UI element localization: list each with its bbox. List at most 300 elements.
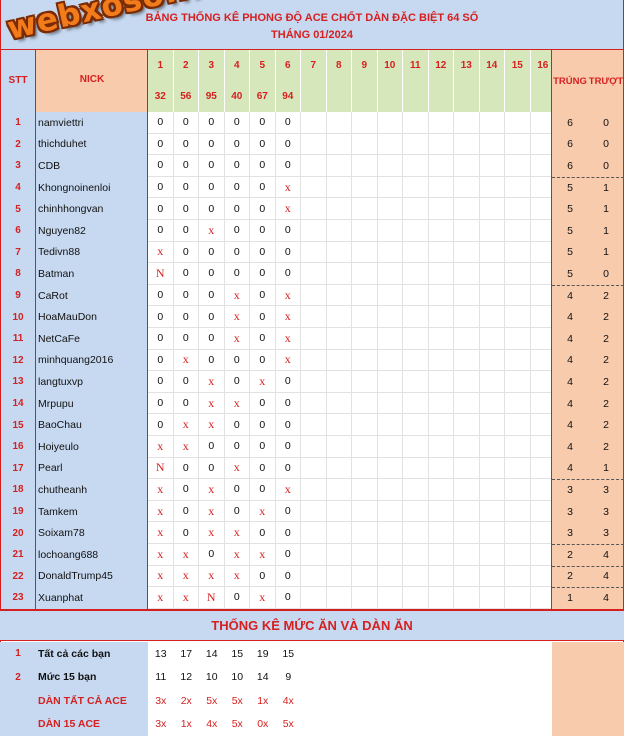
row-empty-day-9 — [352, 458, 378, 480]
row-empty-day-14 — [480, 285, 506, 307]
row-value-day-6: 0 — [276, 501, 302, 523]
row-nick: CDB — [36, 155, 148, 177]
row-empty-day-11 — [403, 306, 429, 328]
row-value-day-1: x — [148, 501, 174, 523]
row-stt: 20 — [0, 522, 36, 544]
row-empty-day-11 — [403, 198, 429, 220]
row-empty-day-10 — [378, 436, 404, 458]
row-value-day-2: x — [174, 350, 200, 372]
row-empty-day-7 — [301, 479, 327, 501]
row-nick: Nguyen82 — [36, 220, 148, 242]
row-value-day-1: x — [148, 544, 174, 566]
row-empty-day-14 — [480, 458, 506, 480]
row-empty-day-8 — [327, 285, 353, 307]
row-empty-day-15 — [505, 587, 531, 609]
row-value-day-2: 0 — [174, 285, 200, 307]
row-empty-day-8 — [327, 112, 353, 134]
row-empty-day-15 — [505, 177, 531, 199]
row-value-day-3: x — [199, 522, 225, 544]
row-value-day-4: 0 — [225, 155, 251, 177]
row-empty-day-13 — [454, 155, 480, 177]
row-empty-day-8 — [327, 522, 353, 544]
row-empty-day-11 — [403, 414, 429, 436]
row-value-day-5: 0 — [250, 220, 276, 242]
header-result-1: 32 — [148, 81, 174, 112]
row-value-day-3: 0 — [199, 306, 225, 328]
row-empty-day-7 — [301, 112, 327, 134]
row-empty-day-7 — [301, 155, 327, 177]
row-value-day-6: 0 — [276, 155, 302, 177]
row-value-day-5: 0 — [250, 177, 276, 199]
row-empty-day-10 — [378, 522, 404, 544]
row-trung: 3 — [552, 522, 588, 544]
stats-label: DÀN 15 ACE — [36, 712, 148, 736]
row-empty-day-10 — [378, 242, 404, 264]
row-value-day-2: 0 — [174, 198, 200, 220]
row-value-day-2: 0 — [174, 393, 200, 415]
row-value-day-6: 0 — [276, 458, 302, 480]
stats-empty-day-8 — [327, 642, 353, 666]
days-end-divider — [551, 50, 552, 609]
row-value-day-3: 0 — [199, 134, 225, 156]
row-empty-day-7 — [301, 285, 327, 307]
row-empty-day-8 — [327, 371, 353, 393]
row-empty-day-10 — [378, 285, 404, 307]
stats-title: THỐNG KÊ MỨC ĂN VÀ DÀN ĂN — [0, 611, 624, 641]
row-stt: 18 — [0, 479, 36, 501]
row-value-day-1: x — [148, 566, 174, 588]
stats-value-day-3: 4x — [199, 712, 225, 736]
row-value-day-3: x — [199, 501, 225, 523]
row-empty-day-15 — [505, 306, 531, 328]
row-trung: 2 — [552, 566, 588, 588]
row-value-day-2: 0 — [174, 155, 200, 177]
row-value-day-1: 0 — [148, 393, 174, 415]
row-value-day-5: 0 — [250, 479, 276, 501]
stats-empty-day-7 — [301, 642, 327, 666]
row-nick: Batman — [36, 263, 148, 285]
row-value-day-3: 0 — [199, 263, 225, 285]
row-empty-day-7 — [301, 263, 327, 285]
row-value-day-2: x — [174, 436, 200, 458]
row-empty-day-12 — [429, 544, 455, 566]
stats-empty-day-15 — [505, 712, 531, 736]
stats-value-day-4: 15 — [225, 642, 251, 666]
header-result-8 — [327, 81, 353, 112]
stats-value-day-2: 17 — [174, 642, 200, 666]
row-empty-day-11 — [403, 242, 429, 264]
row-stt: 15 — [0, 414, 36, 436]
row-empty-day-9 — [352, 393, 378, 415]
row-trung: 4 — [552, 393, 588, 415]
row-empty-day-11 — [403, 263, 429, 285]
row-value-day-3: 0 — [199, 436, 225, 458]
row-value-day-5: 0 — [250, 566, 276, 588]
title-line-1: BẢNG THỐNG KÊ PHONG ĐỘ ACE CHỐT DÀN ĐẶC BIỆT 64 SỐ — [145, 12, 479, 24]
row-empty-day-9 — [352, 587, 378, 609]
row-truot: 2 — [588, 285, 624, 307]
row-empty-day-8 — [327, 566, 353, 588]
row-trung: 3 — [552, 501, 588, 523]
row-value-day-1: x — [148, 479, 174, 501]
row-stt: 17 — [0, 458, 36, 480]
row-empty-day-8 — [327, 458, 353, 480]
stats-truot-empty — [588, 642, 624, 666]
header-day-8: 8 — [327, 50, 353, 81]
row-trung: 6 — [552, 155, 588, 177]
stats-value-day-4: 5x — [225, 689, 251, 713]
row-empty-day-14 — [480, 220, 506, 242]
row-empty-day-10 — [378, 371, 404, 393]
row-nick: CaRot — [36, 285, 148, 307]
row-value-day-1: x — [148, 242, 174, 264]
row-empty-day-11 — [403, 587, 429, 609]
row-empty-day-15 — [505, 436, 531, 458]
row-truot: 4 — [588, 587, 624, 609]
row-value-day-5: 0 — [250, 393, 276, 415]
row-empty-day-10 — [378, 350, 404, 372]
row-value-day-6: 0 — [276, 436, 302, 458]
row-empty-day-14 — [480, 155, 506, 177]
stats-empty-day-15 — [505, 665, 531, 689]
row-empty-day-12 — [429, 458, 455, 480]
row-trung: 4 — [552, 285, 588, 307]
row-empty-day-15 — [505, 371, 531, 393]
row-empty-day-11 — [403, 393, 429, 415]
row-nick: Hoiyeulo — [36, 436, 148, 458]
stats-value-day-1: 3x — [148, 689, 174, 713]
row-empty-day-13 — [454, 112, 480, 134]
row-value-day-5: 0 — [250, 522, 276, 544]
row-empty-day-15 — [505, 393, 531, 415]
row-value-day-5: 0 — [250, 155, 276, 177]
row-empty-day-7 — [301, 566, 327, 588]
row-value-day-3: x — [199, 479, 225, 501]
row-empty-day-12 — [429, 393, 455, 415]
stats-stt: 1 — [0, 642, 36, 666]
row-value-day-1: 0 — [148, 414, 174, 436]
row-empty-day-10 — [378, 479, 404, 501]
row-value-day-2: 0 — [174, 458, 200, 480]
header-day-13: 13 — [454, 50, 480, 81]
stats-empty-day-11 — [403, 712, 429, 736]
stats-empty-day-14 — [480, 665, 506, 689]
row-empty-day-10 — [378, 198, 404, 220]
row-truot: 2 — [588, 328, 624, 350]
row-empty-day-13 — [454, 479, 480, 501]
row-empty-day-14 — [480, 306, 506, 328]
row-value-day-4: x — [225, 566, 251, 588]
row-value-day-2: 0 — [174, 134, 200, 156]
row-empty-day-8 — [327, 177, 353, 199]
row-value-day-1: 0 — [148, 350, 174, 372]
row-truot: 1 — [588, 177, 624, 199]
row-empty-day-9 — [352, 220, 378, 242]
row-empty-day-8 — [327, 220, 353, 242]
row-value-day-5: 0 — [250, 285, 276, 307]
row-trung: 4 — [552, 458, 588, 480]
row-trung: 3 — [552, 479, 588, 501]
stats-label: DÀN TẤT CẢ ACE — [36, 689, 148, 713]
stats-empty-day-13 — [454, 712, 480, 736]
row-truot: 3 — [588, 479, 624, 501]
row-value-day-2: 0 — [174, 306, 200, 328]
row-empty-day-11 — [403, 522, 429, 544]
row-empty-day-10 — [378, 112, 404, 134]
row-empty-day-12 — [429, 436, 455, 458]
row-empty-day-14 — [480, 134, 506, 156]
row-value-day-2: 0 — [174, 177, 200, 199]
row-value-day-1: 0 — [148, 134, 174, 156]
row-empty-day-14 — [480, 414, 506, 436]
stats-truot-empty — [588, 712, 624, 736]
row-empty-day-14 — [480, 112, 506, 134]
row-nick: Pearl — [36, 458, 148, 480]
row-truot: 2 — [588, 393, 624, 415]
header-day-14: 14 — [480, 50, 506, 81]
row-empty-day-9 — [352, 328, 378, 350]
row-truot: 4 — [588, 566, 624, 588]
row-empty-day-15 — [505, 522, 531, 544]
stats-empty-day-8 — [327, 665, 353, 689]
row-empty-day-15 — [505, 285, 531, 307]
title-line-2: THÁNG 01/2024 — [271, 29, 353, 41]
row-empty-day-9 — [352, 522, 378, 544]
row-value-day-6: x — [276, 198, 302, 220]
row-empty-day-15 — [505, 242, 531, 264]
stats-value-day-2: 2x — [174, 689, 200, 713]
row-empty-day-7 — [301, 587, 327, 609]
row-empty-day-7 — [301, 328, 327, 350]
row-truot: 1 — [588, 198, 624, 220]
row-empty-day-12 — [429, 198, 455, 220]
row-value-day-5: 0 — [250, 112, 276, 134]
row-empty-day-12 — [429, 134, 455, 156]
stats-value-day-4: 10 — [225, 665, 251, 689]
row-value-day-1: 0 — [148, 112, 174, 134]
row-stt: 1 — [0, 112, 36, 134]
row-nick: chinhhongvan — [36, 198, 148, 220]
header-result-6: 94 — [276, 81, 302, 112]
stats-empty-day-13 — [454, 642, 480, 666]
stats-empty-day-9 — [352, 665, 378, 689]
header-result-7 — [301, 81, 327, 112]
stats-empty-day-10 — [378, 712, 404, 736]
header-day-16: 16 — [531, 50, 557, 81]
header-result-2: 56 — [174, 81, 200, 112]
row-empty-day-14 — [480, 587, 506, 609]
row-value-day-2: x — [174, 566, 200, 588]
row-value-day-3: 0 — [199, 155, 225, 177]
row-stt: 12 — [0, 350, 36, 372]
row-empty-day-14 — [480, 371, 506, 393]
row-empty-day-13 — [454, 522, 480, 544]
row-empty-day-9 — [352, 350, 378, 372]
row-empty-day-15 — [505, 458, 531, 480]
header-result-10 — [378, 81, 404, 112]
stats-empty-day-9 — [352, 642, 378, 666]
row-value-day-4: x — [225, 306, 251, 328]
group-separator — [552, 587, 624, 588]
row-empty-day-9 — [352, 501, 378, 523]
row-value-day-4: 0 — [225, 350, 251, 372]
nick-divider — [147, 50, 148, 609]
row-trung: 4 — [552, 328, 588, 350]
row-empty-day-11 — [403, 350, 429, 372]
row-empty-day-8 — [327, 155, 353, 177]
row-value-day-6: 0 — [276, 414, 302, 436]
row-value-day-6: 0 — [276, 263, 302, 285]
row-empty-day-9 — [352, 198, 378, 220]
row-empty-day-9 — [352, 177, 378, 199]
row-empty-day-10 — [378, 544, 404, 566]
stats-value-day-4: 5x — [225, 712, 251, 736]
stats-trung-empty — [552, 689, 588, 713]
row-nick: namviettri — [36, 112, 148, 134]
row-value-day-2: 0 — [174, 501, 200, 523]
row-value-day-5: 0 — [250, 198, 276, 220]
row-empty-day-10 — [378, 220, 404, 242]
stats-empty-day-12 — [429, 665, 455, 689]
row-nick: DonaldTrump45 — [36, 566, 148, 588]
row-empty-day-13 — [454, 587, 480, 609]
row-nick: Mrpupu — [36, 393, 148, 415]
row-value-day-5: 0 — [250, 263, 276, 285]
row-empty-day-8 — [327, 587, 353, 609]
row-value-day-1: 0 — [148, 306, 174, 328]
row-empty-day-13 — [454, 285, 480, 307]
stats-empty-day-7 — [301, 689, 327, 713]
row-value-day-6: 0 — [276, 566, 302, 588]
row-empty-day-12 — [429, 220, 455, 242]
stats-value-day-1: 13 — [148, 642, 174, 666]
row-value-day-6: 0 — [276, 522, 302, 544]
row-value-day-4: 0 — [225, 587, 251, 609]
stats-value-day-6: 9 — [276, 665, 302, 689]
row-stt: 2 — [0, 134, 36, 156]
stats-empty-day-10 — [378, 642, 404, 666]
row-empty-day-8 — [327, 414, 353, 436]
row-empty-day-9 — [352, 371, 378, 393]
row-empty-day-7 — [301, 544, 327, 566]
row-value-day-1: 0 — [148, 220, 174, 242]
row-trung: 1 — [552, 587, 588, 609]
stats-empty-day-14 — [480, 642, 506, 666]
row-empty-day-8 — [327, 393, 353, 415]
row-empty-day-7 — [301, 458, 327, 480]
row-value-day-4: 0 — [225, 371, 251, 393]
row-empty-day-10 — [378, 134, 404, 156]
row-empty-day-8 — [327, 263, 353, 285]
stats-empty-day-12 — [429, 689, 455, 713]
row-stt: 8 — [0, 263, 36, 285]
row-empty-day-12 — [429, 112, 455, 134]
row-value-day-4: x — [225, 522, 251, 544]
row-empty-day-15 — [505, 155, 531, 177]
row-empty-day-10 — [378, 306, 404, 328]
stats-empty-day-7 — [301, 712, 327, 736]
row-truot: 2 — [588, 414, 624, 436]
stats-value-day-1: 11 — [148, 665, 174, 689]
row-empty-day-14 — [480, 501, 506, 523]
row-empty-day-13 — [454, 393, 480, 415]
row-value-day-6: x — [276, 479, 302, 501]
stats-value-day-3: 5x — [199, 689, 225, 713]
row-value-day-3: 0 — [199, 350, 225, 372]
row-value-day-1: 0 — [148, 328, 174, 350]
row-value-day-4: 0 — [225, 242, 251, 264]
row-nick: BaoChau — [36, 414, 148, 436]
row-empty-day-15 — [505, 112, 531, 134]
row-empty-day-13 — [454, 371, 480, 393]
row-stt: 16 — [0, 436, 36, 458]
row-empty-day-11 — [403, 155, 429, 177]
row-value-day-2: 0 — [174, 242, 200, 264]
row-empty-day-8 — [327, 501, 353, 523]
row-trung: 5 — [552, 220, 588, 242]
header-result-12 — [429, 81, 455, 112]
row-empty-day-13 — [454, 566, 480, 588]
row-value-day-6: x — [276, 328, 302, 350]
row-empty-day-11 — [403, 458, 429, 480]
row-empty-day-8 — [327, 134, 353, 156]
row-truot: 4 — [588, 544, 624, 566]
row-empty-day-14 — [480, 242, 506, 264]
row-nick: Tedivn88 — [36, 242, 148, 264]
row-empty-day-7 — [301, 134, 327, 156]
row-value-day-4: 0 — [225, 198, 251, 220]
row-empty-day-15 — [505, 263, 531, 285]
row-value-day-3: x — [199, 414, 225, 436]
row-value-day-2: 0 — [174, 220, 200, 242]
stats-empty-day-8 — [327, 712, 353, 736]
row-stt: 4 — [0, 177, 36, 199]
row-empty-day-12 — [429, 177, 455, 199]
row-value-day-4: 0 — [225, 220, 251, 242]
row-empty-day-11 — [403, 371, 429, 393]
stats-empty-day-14 — [480, 712, 506, 736]
row-value-day-4: 0 — [225, 436, 251, 458]
row-value-day-1: 0 — [148, 155, 174, 177]
row-stt: 19 — [0, 501, 36, 523]
stats-empty-day-11 — [403, 642, 429, 666]
row-trung: 4 — [552, 371, 588, 393]
stats-empty-day-8 — [327, 689, 353, 713]
row-empty-day-7 — [301, 350, 327, 372]
row-value-day-2: 0 — [174, 112, 200, 134]
row-value-day-2: 0 — [174, 371, 200, 393]
row-trung: 4 — [552, 306, 588, 328]
row-empty-day-11 — [403, 479, 429, 501]
row-empty-day-14 — [480, 436, 506, 458]
row-empty-day-13 — [454, 458, 480, 480]
row-empty-day-14 — [480, 263, 506, 285]
stats-stt — [0, 712, 36, 736]
stats-empty-day-7 — [301, 665, 327, 689]
header-day-4: 4 — [225, 50, 251, 81]
row-value-day-4: 0 — [225, 134, 251, 156]
stats-empty-day-9 — [352, 689, 378, 713]
row-empty-day-13 — [454, 306, 480, 328]
row-trung: 4 — [552, 436, 588, 458]
row-empty-day-7 — [301, 501, 327, 523]
row-value-day-4: 0 — [225, 501, 251, 523]
header-day-9: 9 — [352, 50, 378, 81]
row-stt: 5 — [0, 198, 36, 220]
header-day-1: 1 — [148, 50, 174, 81]
row-value-day-4: 0 — [225, 177, 251, 199]
row-value-day-6: x — [276, 350, 302, 372]
